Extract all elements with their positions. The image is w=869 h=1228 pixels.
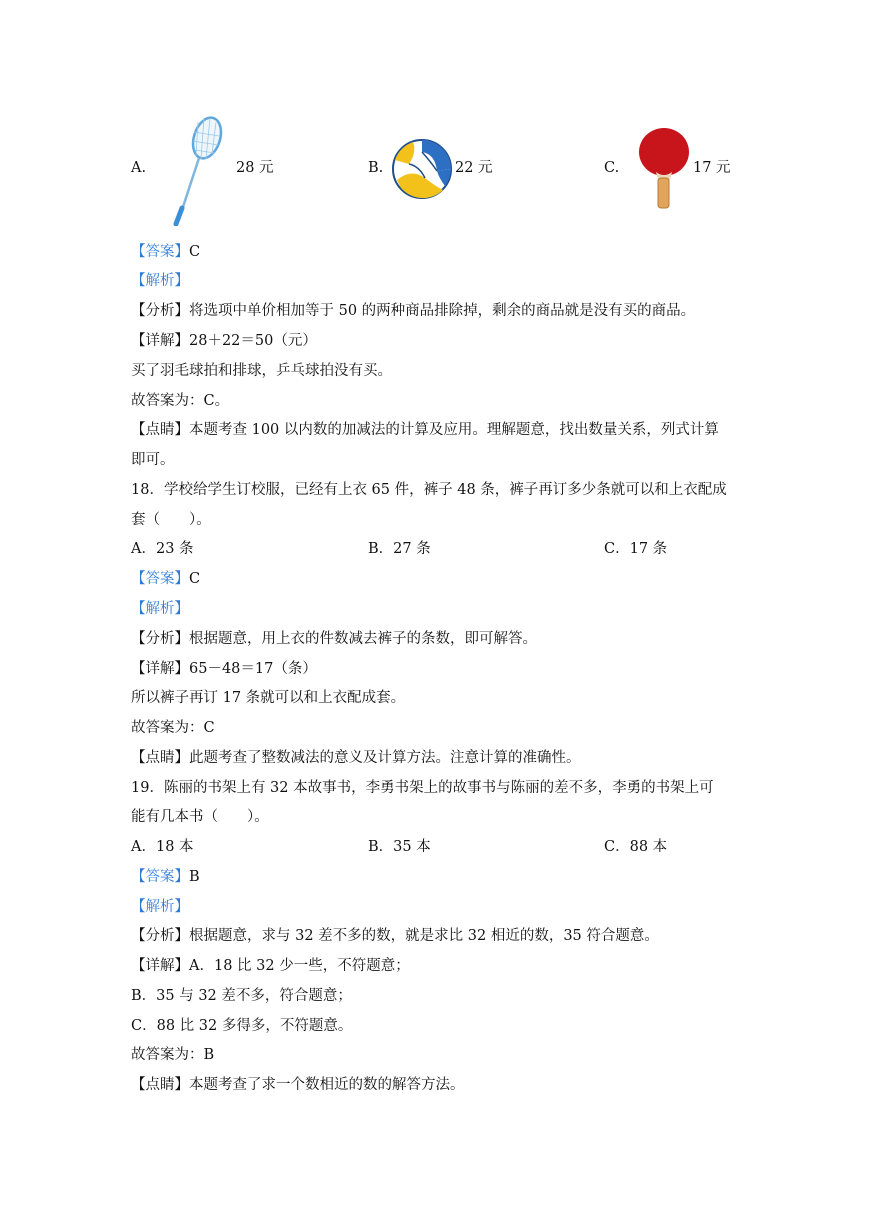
q19-option-a: A．18 本 — [131, 839, 194, 855]
fenxi-text: 根据题意，用上衣的件数减去裤子的条数，即可解答。 — [189, 631, 537, 647]
fenxi-tag: 【分析】 — [131, 631, 189, 647]
dianjing-text: 本题考查了求一个数相近的数的解答方法。 — [189, 1077, 465, 1093]
answer-tag: 【答案】 — [131, 244, 189, 260]
q18-question-line-1: 18．学校给学生订校服，已经有上衣 65 件，裤子 48 条，裤子再订多少条就可以和上衣配成 — [131, 482, 727, 498]
xiangjie-tag: 【详解】 — [131, 333, 189, 349]
q19-question-line-2: 能有几本书（ ）。 — [131, 809, 269, 825]
q18-analysis-line — [131, 599, 189, 619]
q19-dianjing-line — [131, 1075, 465, 1095]
q19-detail-line-2: C．88 比 32 多得多，不符题意。 — [131, 1018, 353, 1034]
xiangjie-text: A．18 比 32 少一些，不符题意； — [189, 958, 410, 974]
answer-tag: 【答案】 — [131, 869, 189, 885]
fenxi-tag: 【分析】 — [131, 928, 189, 944]
q19-analysis-line — [131, 897, 189, 917]
q17-fenxi-line — [131, 301, 695, 321]
q17-option-c-price: 17 元 — [693, 160, 731, 176]
q17-option-a-price: 28 元 — [236, 160, 274, 176]
xiangjie-text: 28＋22＝50（元） — [189, 333, 317, 349]
q19-option-b: B．35 本 — [368, 839, 431, 855]
q18-option-a: A．23 条 — [131, 541, 194, 557]
q17-detail-line: 买了羽毛球拍和排球，乒乓球拍没有买。 — [131, 363, 392, 379]
q17-option-b-letter: B. — [368, 160, 384, 176]
dianjing-tag: 【点睛】 — [131, 422, 189, 438]
dianjing-tag: 【点睛】 — [131, 1077, 189, 1093]
dianjing-text: 本题考查 100 以内数的加减法的计算及应用。理解题意，找出数量关系，列式计算 — [189, 422, 719, 438]
badminton-racket-icon — [168, 114, 228, 226]
q18-question-line-2: 套（ ）。 — [131, 512, 211, 528]
q19-option-c: C．88 本 — [604, 839, 668, 855]
answer-value: C — [189, 244, 201, 260]
q17-dianjing-line — [131, 420, 719, 440]
fenxi-tag: 【分析】 — [131, 303, 189, 319]
xiangjie-text: 65－48＝17（条） — [189, 661, 317, 677]
answer-tag: 【答案】 — [131, 571, 189, 587]
q18-detail-line: 所以裤子再订 17 条就可以和上衣配成套。 — [131, 690, 406, 706]
dianjing-text: 此题考查了整数减法的意义及计算方法。注意计算的准确性。 — [189, 750, 581, 766]
q19-detail-line-1: B．35 与 32 差不多，符合题意； — [131, 988, 352, 1004]
fenxi-text: 根据题意，求与 32 差不多的数，就是求比 32 相近的数，35 符合题意。 — [189, 928, 659, 944]
q18-answer-line — [131, 569, 200, 589]
q19-fenxi-line — [131, 926, 659, 946]
q17-option-a-letter: A. — [131, 160, 147, 176]
q17-answer-line — [131, 242, 200, 262]
answer-value: C — [189, 571, 201, 587]
analysis-tag: 【解析】 — [131, 601, 189, 617]
analysis-tag: 【解析】 — [131, 899, 189, 915]
q19-conclusion: 故答案为：B — [131, 1047, 215, 1063]
volleyball-icon — [391, 138, 453, 200]
q17-option-c-letter: C. — [604, 160, 620, 176]
q17-conclusion: 故答案为：C。 — [131, 393, 230, 409]
xiangjie-tag: 【详解】 — [131, 661, 189, 677]
q18-option-c: C．17 条 — [604, 541, 668, 557]
q17-analysis-line — [131, 271, 189, 291]
q18-xiangjie-line — [131, 659, 317, 679]
q18-fenxi-line — [131, 629, 537, 649]
q18-option-b: B．27 条 — [368, 541, 431, 557]
q17-xiangjie-line — [131, 331, 317, 351]
q17-option-b-price: 22 元 — [455, 160, 493, 176]
q17-dianjing-line-2: 即可。 — [131, 452, 175, 468]
q19-question-line-1: 19．陈丽的书架上有 32 本故事书，李勇书架上的故事书与陈丽的差不多，李勇的书架上可 — [131, 780, 714, 796]
q18-conclusion: 故答案为：C — [131, 720, 215, 736]
ping-pong-paddle-icon — [636, 126, 692, 210]
dianjing-tag: 【点睛】 — [131, 750, 189, 766]
q19-answer-line — [131, 867, 200, 887]
analysis-tag: 【解析】 — [131, 273, 189, 289]
xiangjie-tag: 【详解】 — [131, 958, 189, 974]
answer-value: B — [189, 869, 200, 885]
q18-dianjing-line — [131, 748, 581, 768]
q19-xiangjie-line — [131, 956, 410, 976]
fenxi-text: 将选项中单价相加等于 50 的两种商品排除掉，剩余的商品就是没有买的商品。 — [189, 303, 696, 319]
